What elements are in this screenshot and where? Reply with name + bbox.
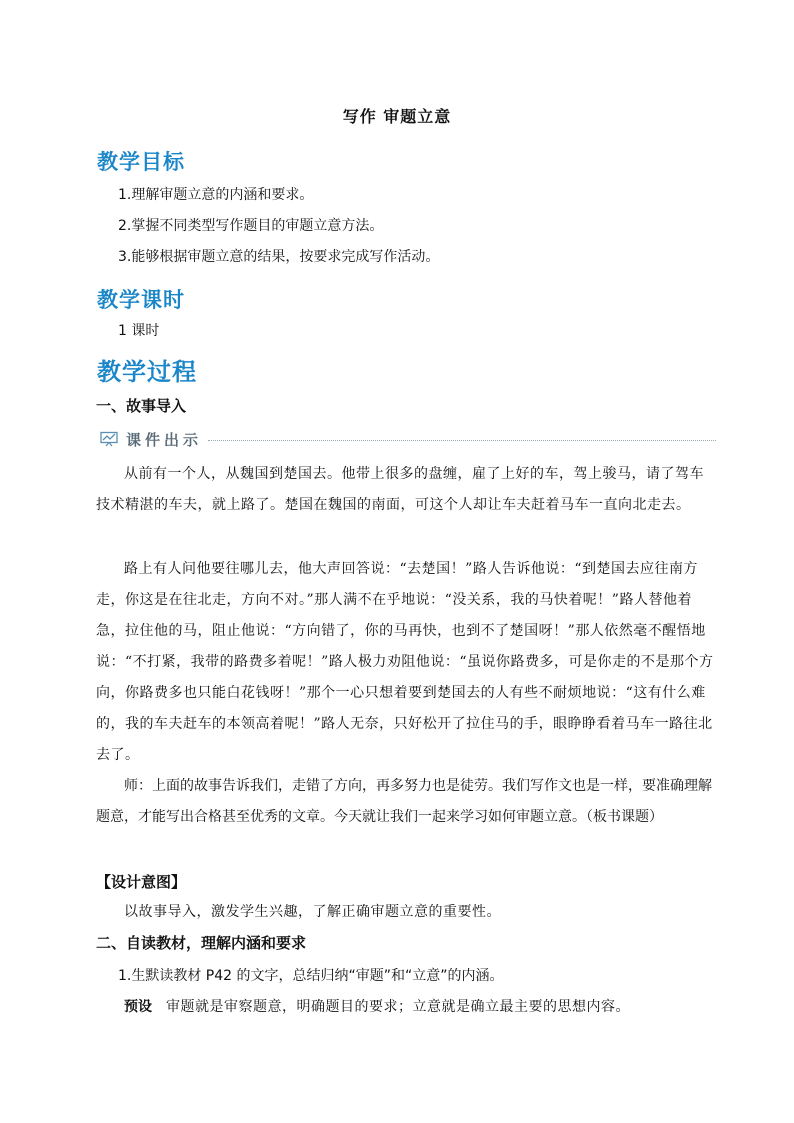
- heading-teaching-goals: 教学目标: [97, 150, 185, 174]
- goal-item-2: 2.掌握不同类型写作题目的审题立意方法。: [118, 218, 384, 234]
- dotted-divider: [208, 440, 716, 441]
- story-paragraph-2: 路上有人问他要往哪儿去，他大声回答说：“去楚国！”路人告诉他说：“到楚国去应往南方走，你这是在往北走，方向不对。”那人满不在乎地说：“没关系，我的马快着呢！”路人替他着急，拉住他的马，阻止他说：“方向错了，你的马再快，也到不了楚国呀！”那人依然毫不醒悟地说：“不打紧，我带的路费多着呢！”路人极力劝阻他说：“虽说你路费多，可是你走的不是那个方向，你路费多也只能白花钱呀！”那个一心只想着要到楚国去的人有些不耐烦地说：“这有什么难的，我的车夫赶车的本领高着呢！”路人无奈，只好松开了拉住马的手，眼睁睁看着马车一路往北去了。: [96, 561, 714, 763]
- teaching-hours-value: 1 课时: [118, 323, 160, 339]
- part2-title: 二、自读教材，理解内涵和要求: [96, 934, 307, 952]
- document-title: 写作 审题立意: [342, 107, 452, 126]
- heading-teaching-process: 教学过程: [97, 358, 197, 386]
- goal-item-1: 1.理解审题立意的内涵和要求。: [118, 187, 314, 203]
- preset-row: [124, 997, 630, 1017]
- courseware-banner: [100, 429, 716, 449]
- part1-title: 一、故事导入: [96, 397, 187, 415]
- story-paragraph-1: 从前有一个人，从魏国到楚国去。他带上很多的盘缠，雇了上好的车，驾上骏马，请了驾车技术精湛的车夫，就上路了。楚国在魏国的南面，可这个人却让车夫赶着马车一直向北走去。: [96, 466, 704, 513]
- part2-item-1: 1.生默读教材 P42 的文字，总结归纳“审题”和“立意”的内涵。: [118, 968, 504, 984]
- courseware-label: 课件出示: [126, 430, 203, 449]
- teacher-paragraph: 师：上面的故事告诉我们，走错了方向，再多努力也是徒劳。我们写作文也是一样，要准确理解题意，才能写出合格甚至优秀的文章。今天就让我们一起来学习如何审题立意。（板书课题）: [96, 778, 712, 825]
- preset-text: 审题就是审察题意，明确题目的要求；立意就是确立最主要的思想内容。: [166, 999, 630, 1015]
- heading-teaching-hours: 教学课时: [97, 288, 185, 312]
- presentation-chart-icon: [100, 431, 118, 447]
- goal-item-3: 3.能够根据审题立意的结果，按要求完成写作活动。: [118, 249, 440, 265]
- design-intent-label: 【设计意图】: [96, 873, 187, 891]
- design-intent-text: 以故事导入，激发学生兴趣，了解正确审题立意的重要性。: [124, 904, 501, 920]
- preset-label: 预设: [124, 999, 152, 1015]
